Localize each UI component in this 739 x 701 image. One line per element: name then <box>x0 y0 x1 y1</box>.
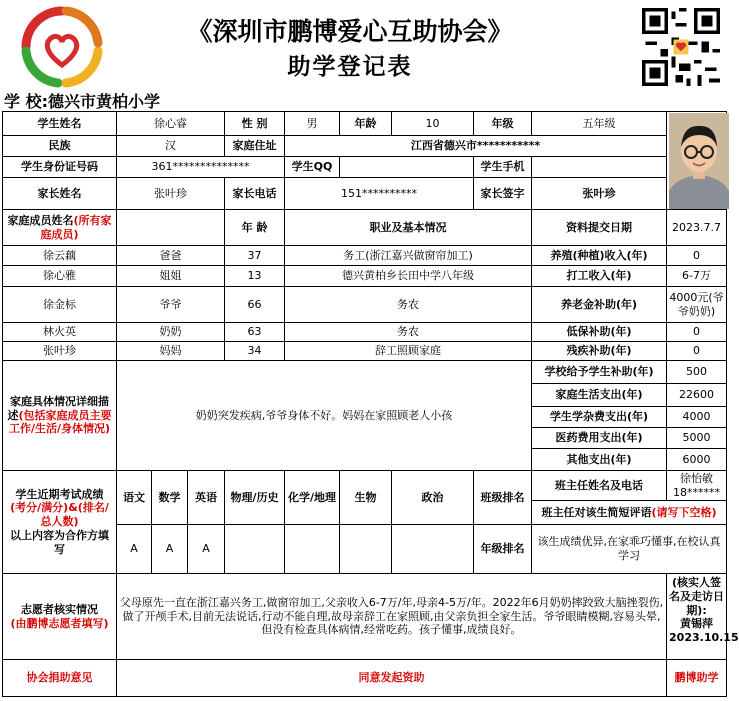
situation-note: (包括家庭成员主要工作/生活/身体情况) <box>8 408 112 436</box>
member-age: 66 <box>225 287 285 323</box>
situation-title: 家庭具体情况详细描述 <box>7 394 109 422</box>
family-age-header: 年 龄 <box>225 210 285 246</box>
member-relation: 妈妈 <box>117 342 225 361</box>
relation-header-blank <box>117 210 225 246</box>
expense-label: 学校给予学生补助(年) <box>532 361 667 384</box>
donation-opinion: 同意发起资助 <box>117 660 667 697</box>
school-name: 德兴市黄柏小学 <box>47 92 160 111</box>
member-age: 34 <box>225 342 285 361</box>
member-relation: 姐姐 <box>117 266 225 287</box>
expense-value: 4000 <box>667 407 727 428</box>
subject-header: 生物 <box>340 471 392 525</box>
income-value: 0 <box>667 323 727 342</box>
member-occupation: 务农 <box>285 323 532 342</box>
form-title: 《深圳市鹏博爱心互助协会》 <box>187 17 513 46</box>
volunteer-label <box>3 574 117 660</box>
student-id-label: 学生身份证号码 <box>3 157 117 178</box>
gender-label: 性 别 <box>225 112 285 136</box>
teacher-label: 班主任姓名及电话 <box>532 471 667 501</box>
income-value: 0 <box>667 246 727 266</box>
income-value: 0 <box>667 342 727 361</box>
student-name: 徐心睿 <box>117 112 225 136</box>
expense-label: 其他支出(年) <box>532 449 667 471</box>
teacher-contact: 徐怡敏18****** <box>667 471 727 501</box>
teacher-comment-note: (请写下空格) <box>651 505 717 519</box>
member-age: 63 <box>225 323 285 342</box>
grade-rank-label: 年级排名 <box>474 525 532 574</box>
income-label: 低保补助(年) <box>532 323 667 342</box>
form-subtitle: 助学登记表 <box>287 53 413 80</box>
expense-label: 医药费用支出(年) <box>532 428 667 449</box>
parent-phone-label: 家长电话 <box>225 178 285 210</box>
volunteer-title: 志愿者核实情况 <box>21 602 98 616</box>
subject-header: 物理/历史 <box>225 471 285 525</box>
member-occupation: 德兴黄柏乡长田中学八年级 <box>285 266 532 287</box>
member-age: 37 <box>225 246 285 266</box>
member-occupation: 务农 <box>285 287 532 323</box>
verifier-name: 黄锡萍 <box>680 617 714 631</box>
registration-form-table <box>2 111 739 697</box>
subject-score <box>340 525 392 574</box>
address-label: 家庭住址 <box>225 136 285 157</box>
ethnic: 汉 <box>117 136 225 157</box>
class-rank-label: 班级排名 <box>474 471 532 525</box>
member-relation: 爷爷 <box>117 287 225 323</box>
member-name: 徐金标 <box>3 287 117 323</box>
income-label: 养殖(种植)收入(年) <box>532 246 667 266</box>
income-label: 残疾补助(年) <box>532 342 667 361</box>
member-name: 徐云藕 <box>3 246 117 266</box>
verifier-block <box>667 574 739 660</box>
exam-results-title: 学生近期考试成绩 <box>15 487 104 501</box>
verify-date: 2023.10.15 <box>669 631 739 644</box>
member-name: 林火英 <box>3 323 117 342</box>
subject-score: A <box>188 525 225 574</box>
teacher-comment-label <box>532 501 727 525</box>
subject-header: 数学 <box>152 471 188 525</box>
income-label: 打工收入(年) <box>532 266 667 287</box>
address: 江西省德兴市*********** <box>285 136 667 157</box>
subject-header: 政治 <box>392 471 474 525</box>
submit-date: 2023.7.7 <box>667 210 727 246</box>
school-label: 学 校: <box>4 92 48 111</box>
subject-score: A <box>117 525 152 574</box>
member-relation: 爸爸 <box>117 246 225 266</box>
family-members-label: 家庭成员姓名 <box>7 213 74 227</box>
income-value: 6-7万 <box>667 266 727 287</box>
subject-header: 化学/地理 <box>285 471 340 525</box>
parent-signature: 张叶珍 <box>532 178 667 210</box>
school-line <box>4 89 160 112</box>
age-label: 年龄 <box>340 112 392 136</box>
association-logo <box>20 5 104 89</box>
teacher-comment: 该生成绩优异,在家乖巧懂事,在校认真学习 <box>532 525 727 574</box>
expense-label: 学生学杂费支出(年) <box>532 407 667 428</box>
student-id: 361************** <box>117 157 285 178</box>
exam-results-label <box>3 471 117 574</box>
volunteer-report: 父母原先一直在浙江嘉兴务工,做窗帘加工,父亲收入6-7万/年,母亲4-5万/年。2022年6月奶奶摔跤致大脑挫裂伤,做了开颅手术,目前无法说话,行动不能自理,故母亲辞工在家照顾,由父亲负担全家生活。爷爷眼睛模糊,容易头晕,但没有检查具体病情,经常吃药。孩子懂事,成绩良好。 <box>117 574 667 660</box>
teacher-comment-title: 班主任对该生简短评语 <box>541 505 652 519</box>
member-name: 徐心雅 <box>3 266 117 287</box>
member-name: 张叶珍 <box>3 342 117 361</box>
subject-score <box>285 525 340 574</box>
student-photo <box>667 112 727 210</box>
student-qq <box>340 157 474 178</box>
exam-results-partner-note: 以上内容为合作方填写 <box>10 528 109 556</box>
expense-value: 6000 <box>667 449 727 471</box>
parent-name: 张叶珍 <box>117 178 225 210</box>
student-phone <box>532 157 667 178</box>
student-name-label: 学生姓名 <box>3 112 117 136</box>
family-members-header <box>3 210 117 246</box>
income-label: 养老金补助(年) <box>532 287 667 323</box>
exam-results-note: (考分/满分)&(排名/总人数) <box>10 501 109 529</box>
volunteer-note: (由鹏博志愿者填写) <box>10 616 109 630</box>
subject-score: A <box>152 525 188 574</box>
student-phone-label: 学生手机 <box>474 157 532 178</box>
expense-value: 500 <box>667 361 727 384</box>
expense-value: 22600 <box>667 384 727 407</box>
expense-label: 家庭生活支出(年) <box>532 384 667 407</box>
student-qq-label: 学生QQ <box>285 157 340 178</box>
member-occupation: 辞工照顾家庭 <box>285 342 532 361</box>
situation-description: 奶奶突发疾病,爷爷身体不好。妈妈在家照顾老人小孩 <box>117 361 532 471</box>
member-occupation: 务工(浙江嘉兴做窗帘加工) <box>285 246 532 266</box>
ethnic-label: 民族 <box>3 136 117 157</box>
member-relation: 奶奶 <box>117 323 225 342</box>
grade: 五年级 <box>532 112 667 136</box>
donation-opinion-label: 协会捐助意见 <box>3 660 117 697</box>
parent-phone: 151********** <box>285 178 474 210</box>
occupation-header: 职业及基本情况 <box>285 210 532 246</box>
age: 10 <box>392 112 474 136</box>
parent-name-label: 家长姓名 <box>3 178 117 210</box>
subject-score <box>392 525 474 574</box>
income-value: 4000元(爷爷奶奶) <box>667 287 727 323</box>
expense-value: 5000 <box>667 428 727 449</box>
situation-label <box>3 361 117 471</box>
gender: 男 <box>285 112 340 136</box>
parent-sign-label: 家长签字 <box>474 178 532 210</box>
family-members-note: (所有家庭成员) <box>40 213 112 241</box>
grade-label: 年级 <box>474 112 532 136</box>
subject-header: 语文 <box>117 471 152 525</box>
subject-score <box>225 525 285 574</box>
qr-code-icon <box>641 8 721 86</box>
organization-name: 鹏博助学 <box>667 660 727 697</box>
subject-header: 英语 <box>188 471 225 525</box>
verifier-label: (核实人签名及走访日期): <box>669 576 725 617</box>
member-age: 13 <box>225 266 285 287</box>
submit-date-label: 资料提交日期 <box>532 210 667 246</box>
